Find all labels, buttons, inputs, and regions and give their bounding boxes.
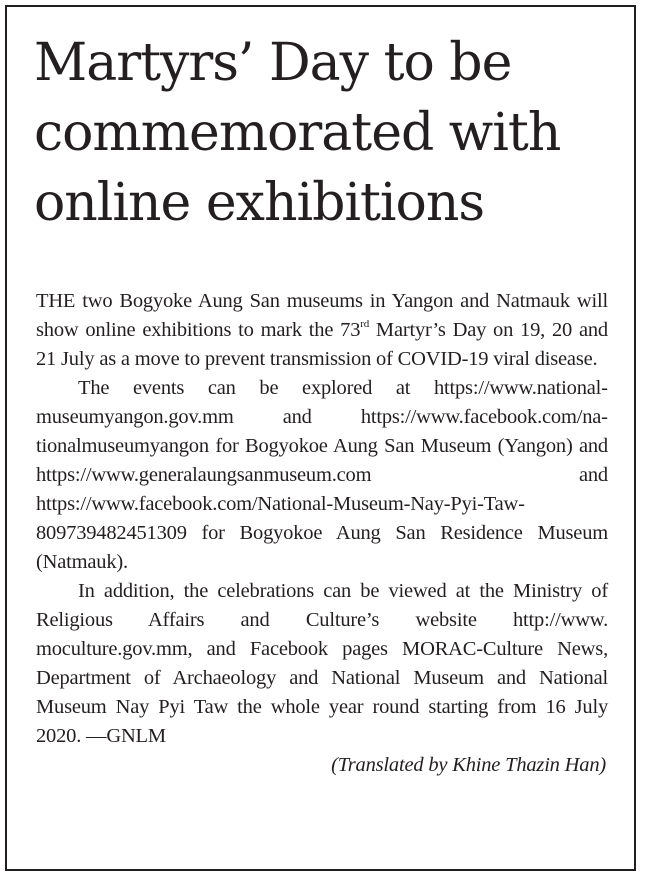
paragraph-1: [36, 287, 608, 374]
paragraph-1-text: THE two Bogyoke Aung San museums in Yangon and Natmauk will show online exhibitions to mark the 73: [36, 290, 608, 341]
paragraph-3: In addition, the celebrations can be viewed at the Ministry of Religious Affairs and Culture’s website http://www. moculture.gov.mm, and Facebook pages MORAC-Culture News, Department of Archaeology and National Museum and National Museum Nay Pyi Taw the whole year round starting from 16 July 2020. —GNLM: [36, 580, 608, 747]
ordinal-suffix: rd: [360, 318, 370, 330]
paragraph-1-text-continued: Martyr’s Day on 19, 20 and 21 July as a move to prevent transmission of COVID-19 viral disease.: [36, 319, 608, 370]
paragraph-2: The events can be explored at https://www.nationalmuseumyangon.gov.mm and https://www.facebook.com/nationalmuseumyangon for Bogyokoe Aung San Museum (Yangon) and https://www.generalaungsanmuseum.com and https://www.facebook.com/National-Museum-Nay-Pyi-Taw-809739482451309 for Bogyokoe Aung San Residence Museum (Natmauk).: [36, 377, 608, 573]
article-body: [36, 287, 608, 780]
headline: Martyrs’ Day to be commemorated with online exhibitions: [34, 33, 561, 233]
translator-credit: (Translated by Khine Thazin Han): [331, 754, 606, 776]
